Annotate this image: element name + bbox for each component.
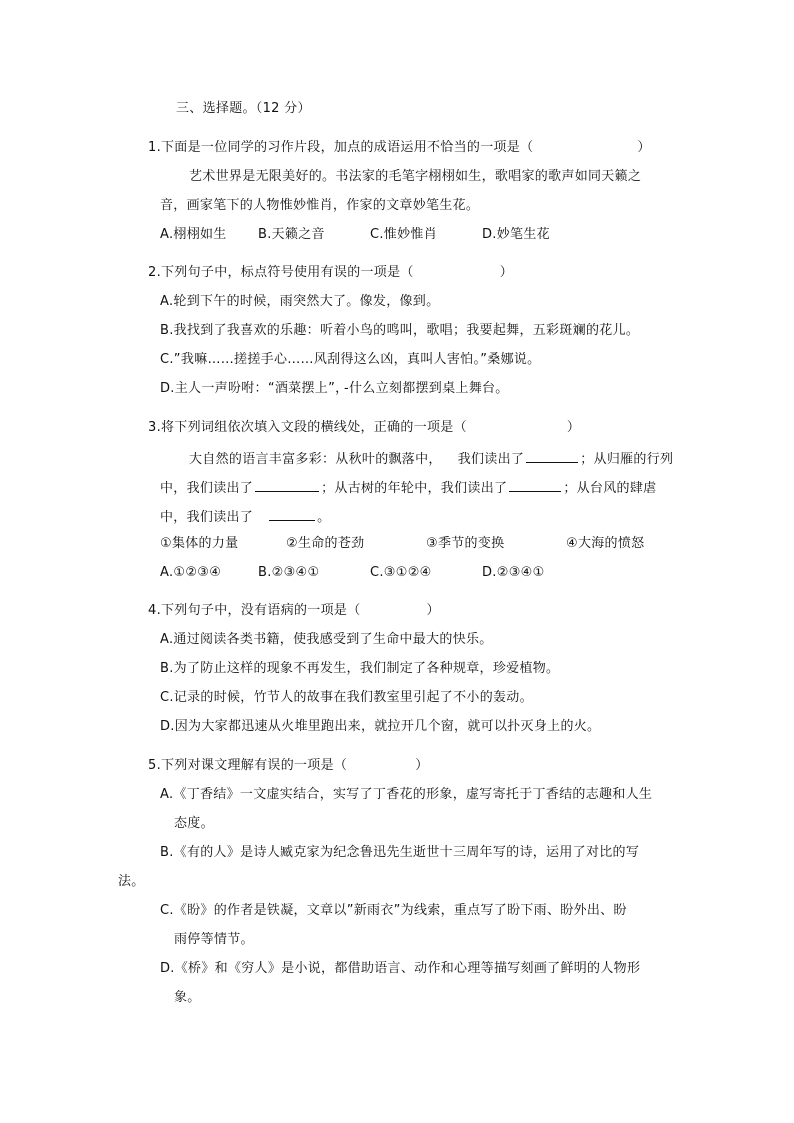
q4-stem-text: 4.下列句子中，没有语病的一项是（ xyxy=(148,603,361,618)
question-1-passage-line-2: 音，画家笔下的人物惟妙惟肖，作家的文章妙笔生花。 xyxy=(160,198,480,213)
q3-blank-1 xyxy=(526,448,578,463)
q5-option-c-line-1: C.《盼》的作者是铁凝，文章以”新雨衣”为线索，重点写了盼下雨、盼外出、盼 xyxy=(160,903,627,918)
q2-option-b: B.我找到了我喜欢的乐趣：听着小鸟的鸣叫，歌唱；我要起舞，五彩斑斓的花儿。 xyxy=(160,323,640,338)
question-4-stem xyxy=(148,602,440,620)
q3-passage-2b: ；从古树的年轮中，我们读出了 xyxy=(321,481,508,496)
q1-stem-end: ） xyxy=(637,140,651,155)
q4-stem-end: ） xyxy=(426,603,440,618)
q1-option-d: D.妙笔生花 xyxy=(482,227,550,242)
q5-option-b-line-2: 法。 xyxy=(118,874,145,889)
q5-option-a-line-2: 态度。 xyxy=(174,816,214,831)
q3-passage-2c: ；从台风的肆虐 xyxy=(563,481,657,496)
q3-stem-text: 3.将下列词组依次填入文段的横线处，正确的一项是（ xyxy=(148,420,467,435)
q3-option-b: B.②③④① xyxy=(258,565,320,580)
q3-phrase-4: ④大海的愤怒 xyxy=(566,536,645,551)
question-3-stem xyxy=(148,419,580,437)
q3-phrases xyxy=(160,535,644,553)
q1-option-a: A.栩栩如生 xyxy=(160,227,227,242)
q3-passage-line-1 xyxy=(189,448,673,469)
q3-passage-line-3 xyxy=(160,506,330,527)
q3-blank-2 xyxy=(255,477,319,492)
q1-option-b: B.天籁之音 xyxy=(258,227,325,242)
q3-passage-1b: 我们读出了 xyxy=(457,452,525,467)
q2-option-a: A.轮到下午的时候，雨突然大了。像发，像到。 xyxy=(160,294,440,309)
q5-option-d-line-2: 象。 xyxy=(174,990,201,1005)
q3-passage-line-2 xyxy=(160,477,656,498)
q3-option-a: A.①②③④ xyxy=(160,565,222,580)
q2-stem-end: ） xyxy=(499,265,514,280)
q3-passage-1c: ；从归雁的行列 xyxy=(580,452,674,467)
q1-stem-text: 1.下面是一位同学的习作片段，加点的成语运用不恰当的一项是（ xyxy=(148,140,534,155)
q5-stem-text: 5.下列对课文理解有误的一项是（ xyxy=(148,758,348,773)
q2-option-d-part-1: D.主人一声吩咐：“酒菜摆上”， xyxy=(160,381,349,396)
q3-blank-4 xyxy=(269,506,315,521)
question-5-stem xyxy=(148,757,429,775)
q3-passage-1a: 大自然的语言丰富多彩：从秋叶的飘落中， xyxy=(189,452,442,467)
q3-passage-3a: 中，我们读出了 xyxy=(160,510,254,525)
q2-option-c: C.”我嘛……搓搓手心……风刮得这么凶，真叫人害怕。”桑娜说。 xyxy=(160,352,541,367)
q3-phrase-2: ②生命的苍劲 xyxy=(286,536,365,551)
q3-option-d: D.②③④① xyxy=(482,565,545,580)
q4-option-a: A.通过阅读各类书籍，使我感受到了生命中最大的快乐。 xyxy=(160,632,493,647)
q2-stem-text: 2.下列句子中，标点符号使用有误的一项是（ xyxy=(148,265,414,280)
q3-stem-end: ） xyxy=(566,420,581,435)
question-1-options xyxy=(160,226,550,244)
q3-phrase-1: ①集体的力量 xyxy=(160,536,239,551)
q3-blank-3 xyxy=(509,477,561,492)
question-1-passage-line-1: 艺术世界是无限美好的。书法家的毛笔字栩栩如生，歌唱家的歌声如同天籁之 xyxy=(189,169,642,184)
q5-option-d-line-1: D.《桥》和《穷人》是小说，都借助语言、动作和心理等描写刻画了鲜明的人物形 xyxy=(160,961,641,976)
q3-passage-3b: 。 xyxy=(317,510,331,525)
q5-option-b-line-1: B.《有的人》是诗人臧克家为纪念鲁迅先生逝世十三周年写的诗，运用了对比的写 xyxy=(160,845,640,860)
question-2-stem xyxy=(148,264,513,282)
q3-phrase-3: ③季节的变换 xyxy=(426,536,505,551)
q5-option-a-line-1: A.《丁香结》一文虚实结合，实写了丁香花的形象，虚写寄托于丁香结的志趣和人生 xyxy=(160,787,653,802)
q4-option-d: D.因为大家都迅速从火堆里跑出来，就拉开几个窗，就可以扑灭身上的火。 xyxy=(160,719,601,734)
q3-options xyxy=(160,564,545,582)
q2-option-d-part-2: -什么立刻都摆到桌上舞台。 xyxy=(344,381,509,396)
q4-option-c: C.记录的时候，竹节人的故事在我们教室里引起了不小的轰动。 xyxy=(160,690,533,705)
q1-option-c: C.惟妙惟肖 xyxy=(370,227,438,242)
section-title: 三、选择题。（12 分） xyxy=(176,101,311,116)
q3-passage-2a: 中，我们读出了 xyxy=(160,481,254,496)
q3-option-c: C.③①②④ xyxy=(370,565,432,580)
q4-option-b: B.为了防止这样的现象不再发生，我们制定了各种规章，珍爱植物。 xyxy=(160,661,560,676)
q5-option-c-line-2: 雨停等情节。 xyxy=(174,932,254,947)
question-1-stem xyxy=(148,139,651,157)
q5-stem-end: ） xyxy=(415,758,429,773)
